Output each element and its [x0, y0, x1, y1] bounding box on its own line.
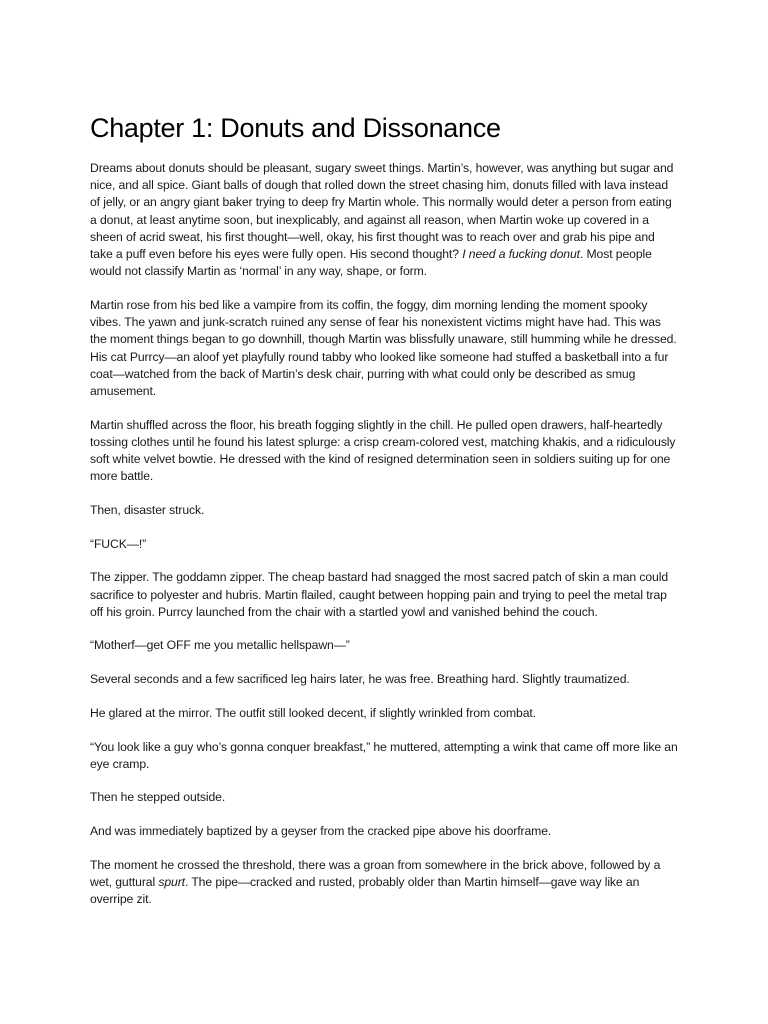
chapter-title: Chapter 1: Donuts and Dissonance [90, 113, 501, 143]
paragraph-text: Martin rose from his bed like a vampire from its coffin, the foggy, dim morning lending the moment spooky vibes. The yawn and junk-scratch ruined any sense of fear his nonexistent victims might have had. This was the moment things began to go downhill, though Martin was blissfully unaware, still humming while he dressed. His cat Purrcy—an aloof yet playfully round tabby who looked like someone had stuffed a basketball into a fur coat—watched from the back of Martin’s desk chair, purring with what could only be described as smug amusement. [90, 297, 677, 398]
paragraph-text: Then he stepped outside. [90, 790, 226, 805]
paragraph [90, 789, 679, 806]
paragraph-text: “FUCK—!” [90, 536, 147, 551]
paragraph-text: “You look like a guy who’s gonna conquer breakfast,” he muttered, attempting a wink that came off more like an eye cramp. [90, 739, 678, 771]
paragraph-text: . The pipe—cracked and rusted, probably older than Martin himself—gave way like an overripe zit. [90, 875, 640, 907]
paragraph-text: Dreams about donuts should be pleasant, sugary sweet things. Martin’s, however, was anything but sugar and nice, and all spice. Giant balls of dough that rolled down the street chasing him, donuts filled with lava instead of jelly, or an angry giant baker trying to deep fry Martin whole. This normally would deter a person from eating a donut, at least anytime soon, but inexplicably, and against all reason, when Martin woke up covered in a sheen of acrid sweat, his first thought—well, okay, his first thought was to reach over and grab his pipe and take a puff even before his eyes were fully open. His second thought? [90, 161, 674, 262]
paragraph [90, 569, 679, 621]
paragraph-text: The moment he crossed the threshold, there was a groan from somewhere in the brick above, followed by a wet, guttural [90, 857, 661, 890]
paragraph-text: Several seconds and a few sacrificed leg hairs later, he was free. Breathing hard. Slightly traumatized. [90, 672, 630, 687]
italic-text: spurt [158, 875, 185, 890]
paragraph-text: He glared at the mirror. The outfit still looked decent, if slightly wrinkled from combat. [90, 705, 536, 720]
paragraph [90, 637, 679, 654]
paragraph-text: The zipper. The goddamn zipper. The cheap bastard had snagged the most sacred patch of skin a man could sacrifice to polyester and hubris. Martin flailed, caught between hopping pain and trying to peel the metal trap off his groin. Purrcy launched from the chair with a startled yowl and vanished behind the couch. [90, 570, 669, 619]
paragraph [90, 857, 679, 909]
paragraph [90, 705, 679, 722]
paragraph [90, 823, 679, 840]
paragraph-text: Martin shuffled across the floor, his breath fogging slightly in the chill. He pulled open drawers, half-heartedly tossing clothes until he found his latest splurge: a crisp cream-colored vest, matching khakis, and a ridiculously soft white velvet bowtie. He dressed with the kind of resigned determination seen in soldiers suiting up for one more battle. [90, 417, 676, 484]
paragraph-text: “Motherf—get OFF me you metallic hellspawn—” [90, 638, 350, 653]
paragraph [90, 160, 679, 280]
document-page [90, 108, 679, 925]
paragraph [90, 502, 679, 519]
paragraph-text: Then, disaster struck. [90, 502, 205, 517]
paragraph [90, 297, 679, 400]
paragraph [90, 739, 679, 773]
paragraph [90, 671, 679, 688]
italic-text: I need a fucking donut [462, 247, 580, 262]
chapter-body [90, 160, 679, 909]
paragraph-text: And was immediately baptized by a geyser from the cracked pipe above his doorframe. [90, 824, 552, 839]
paragraph [90, 536, 679, 553]
paragraph [90, 417, 679, 486]
paragraph-text: . Most people would not classify Martin as ‘normal’ in any way, shape, or form. [90, 247, 652, 279]
